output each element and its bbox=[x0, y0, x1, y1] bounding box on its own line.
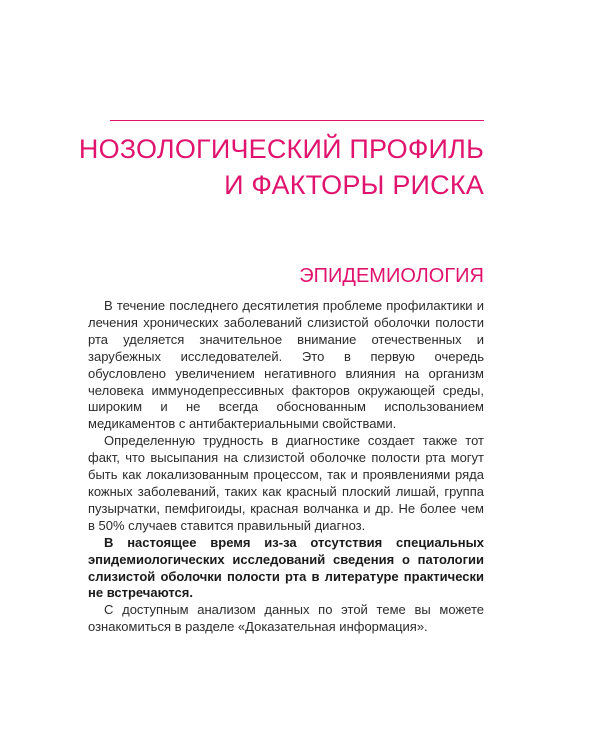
chapter-title bbox=[79, 131, 484, 203]
section-title: ЭПИДЕМИОЛОГИЯ bbox=[299, 265, 484, 287]
chapter-title-line-2: И ФАКТОРЫ РИСКА bbox=[224, 170, 484, 200]
chapter-title-rule bbox=[110, 120, 484, 121]
chapter-title-line-1: НОЗОЛОГИЧЕСКИЙ ПРОФИЛЬ bbox=[78, 134, 484, 164]
section-body bbox=[88, 298, 484, 636]
paragraph-diagnostics: Определенную трудность в диагностике создает также тот факт, что высыпания на слизистой оболочке полости рта могут быть как локализованным процессом, так и проявлениями ряда кожных заболеваний, таких как красный плоский лишай, группа пузырчатки, пемфигоиды, красная волчанка и др. Не более чем в 50% случаев ставится правильный диагноз. bbox=[88, 433, 484, 533]
paragraph-reference: С доступным анализом данных по этой теме вы можете ознакомиться в разделе «Доказательная информация». bbox=[88, 602, 484, 635]
paragraph-intro: В течение последнего десятилетия проблеме профилактики и лечения хронических заболеваний слизистой оболочки полости рта уделяется значительное внимание отечественных и зарубежных исследователей. Это в первую очередь обусловлено увеличением негативного влияния на организм человека иммунодепрессивных факторов окружающей среды, широким и не всегда обоснованным использованием медикаментов с антибактериальными свойствами. bbox=[88, 298, 484, 432]
paragraph-emphasis: В настоящее время из-за отсутствия специальных эпидемиологических исследований сведения о патологии слизистой оболочки полости рта в литературе практически не встречаются. bbox=[88, 534, 484, 601]
